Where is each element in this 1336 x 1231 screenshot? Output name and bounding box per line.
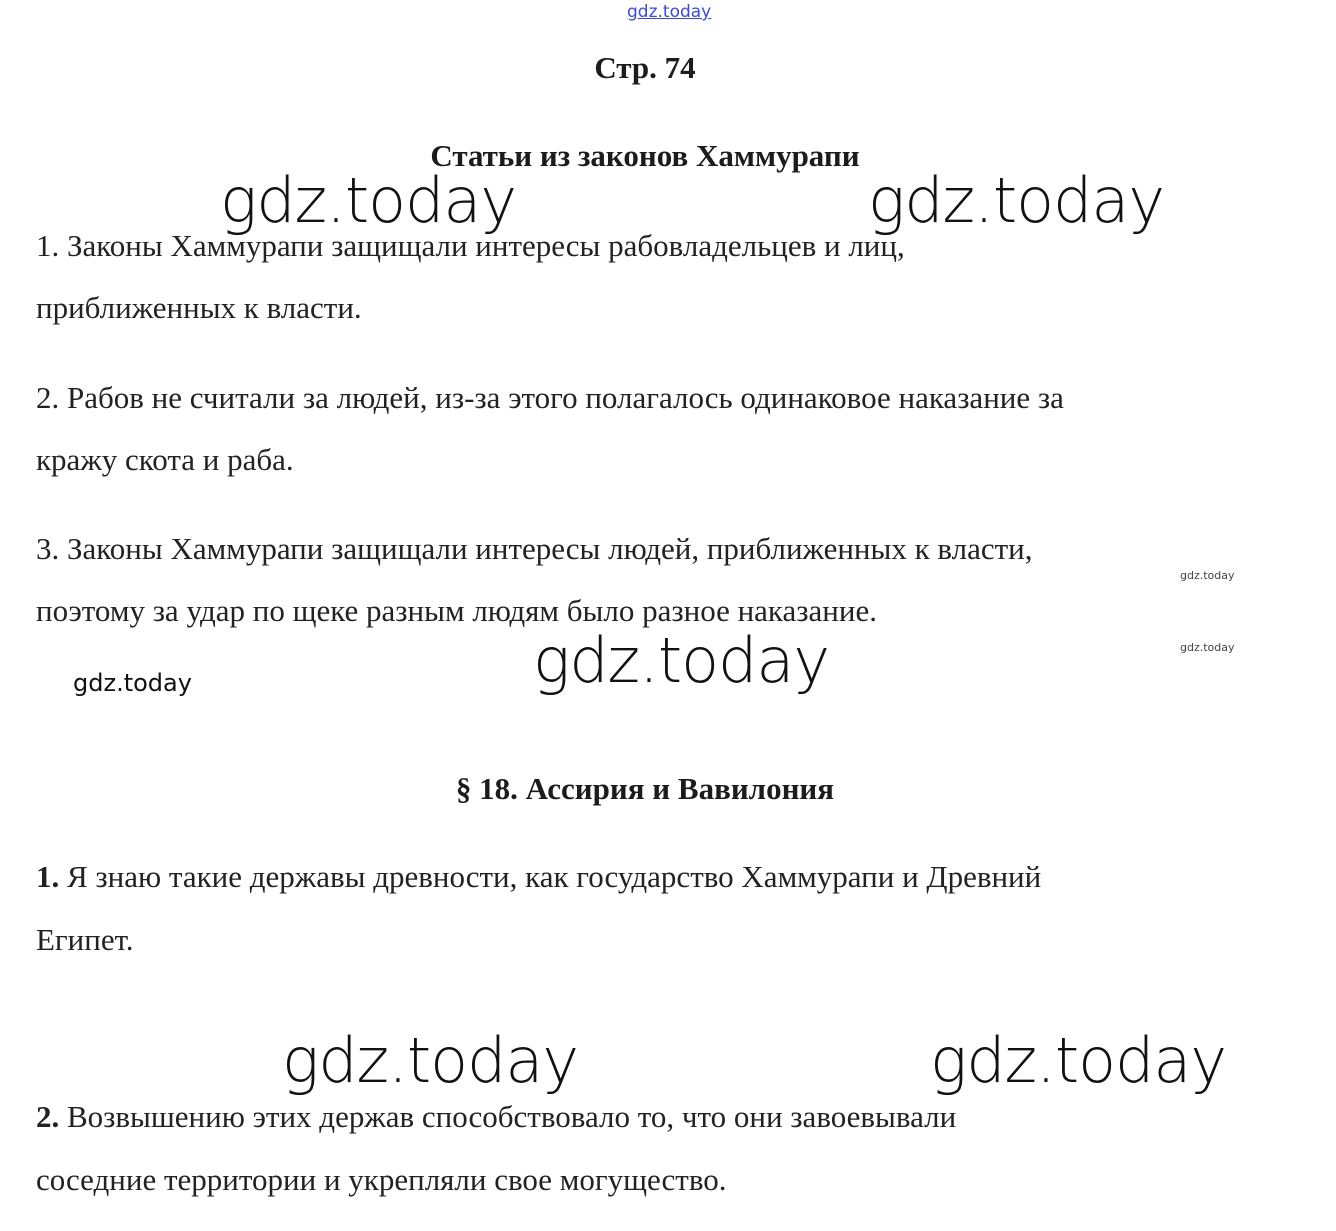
paragraph-title: § 18. Ассирия и Вавилония (455, 771, 835, 806)
watermark-large: gdz.today (282, 1024, 579, 1097)
watermark-large: gdz.today (930, 1024, 1227, 1097)
watermark-small: gdz.today (1180, 569, 1235, 582)
watermark-large: gdz.today (533, 624, 830, 697)
answer-line: приближенных к власти. (36, 290, 362, 325)
answer-line: поэтому за удар по щеке разным людям было разное наказание. (36, 593, 877, 628)
watermark-large: gdz.today (868, 164, 1165, 237)
answer-text: Я знаю такие державы древности, как государство Хаммурапи и Древний (59, 859, 1042, 894)
section-title: Статьи из законов Хаммурапи (430, 138, 860, 173)
answer-line: 2. Рабов не считали за людей, из-за этого полагалось одинаковое наказание за (36, 380, 1064, 415)
answer-line: 1. Законы Хаммурапи защищали интересы рабовладельцев и лиц, (36, 228, 905, 263)
watermark-small: gdz.today (1180, 641, 1235, 654)
answer-number: 1. (36, 859, 60, 894)
page-number: Стр. 74 (594, 50, 696, 85)
answer-line: 3. Законы Хаммурапи защищали интересы людей, приближенных к власти, (36, 531, 1033, 566)
watermark-large: gdz.today (220, 164, 517, 237)
answer-line: соседние территории и укрепляли свое могущество. (36, 1162, 727, 1197)
answer-line: кражу скота и раба. (36, 442, 294, 477)
watermark-top: gdz.today (627, 2, 712, 22)
watermark-medium: gdz.today (73, 669, 192, 697)
answer-line (36, 861, 1041, 892)
answer-line: Египет. (36, 922, 134, 957)
answer-number: 2. (36, 1099, 60, 1134)
answer-text: Возвышению этих держав способствовало то, что они завоевывали (59, 1099, 957, 1134)
answer-line (36, 1101, 956, 1132)
